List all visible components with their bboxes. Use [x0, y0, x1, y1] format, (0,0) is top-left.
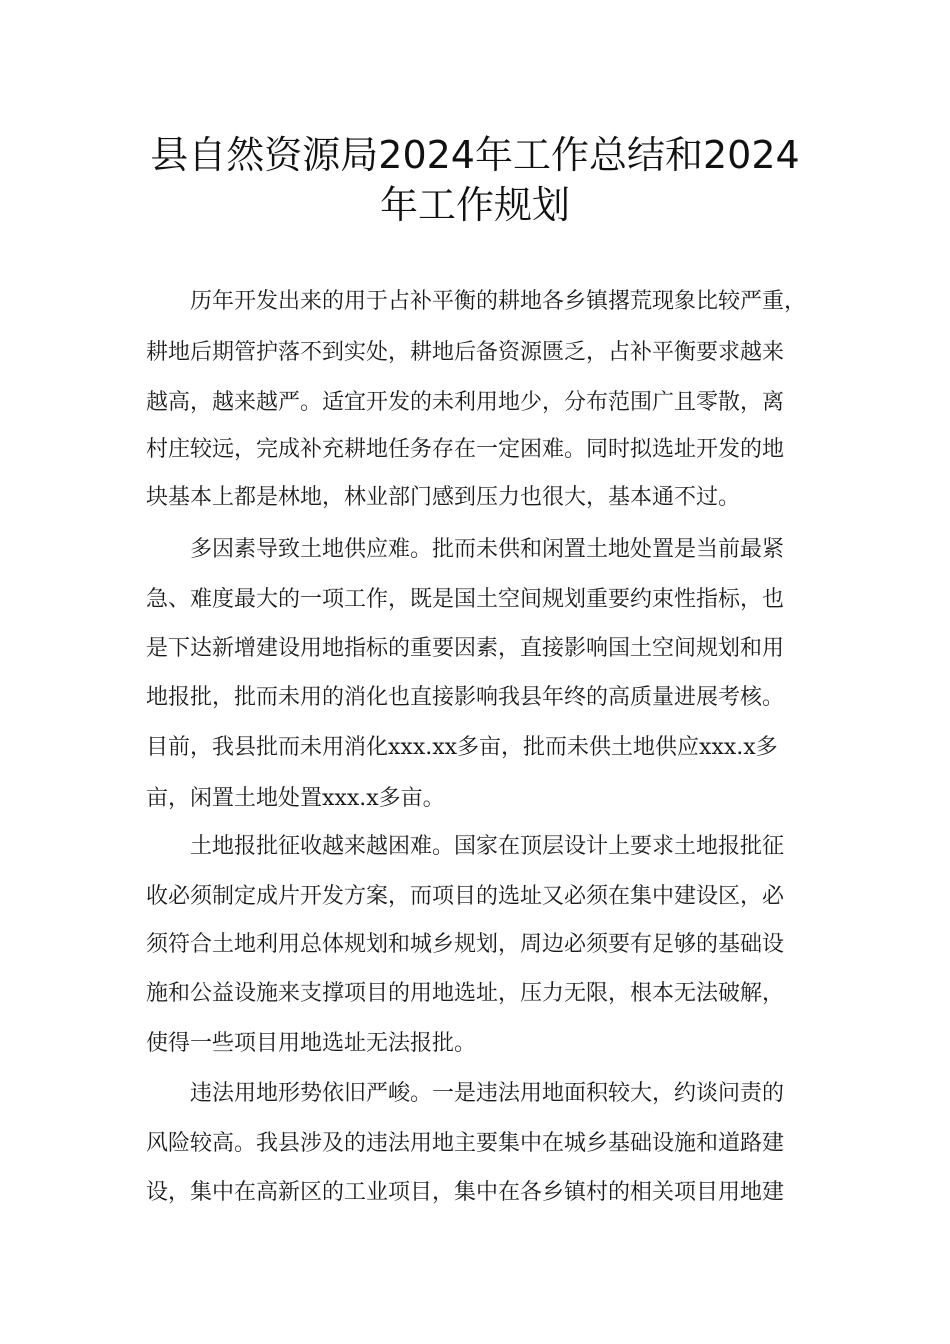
- paragraph-1-line-3: 越高，越来越严。适宜开发的未利用地少，分布范围广且零散，离: [146, 390, 785, 415]
- paragraph-1-line-4: 村庄较远，完成补充耕地任务存在一定困难。同时拟选址开发的地: [146, 437, 785, 462]
- paragraph-3-line-2: 收必须制定成片开发方案，而项目的选址又必须在集中建设区，必: [146, 884, 785, 909]
- document-title-line-1: 县自然资源局2024年工作总结和2024: [150, 133, 800, 177]
- document-title-line-2: 年工作规划: [379, 183, 570, 227]
- paragraph-2-line-4: 地报批，批而未用的消化也直接影响我县年终的高质量进展考核。: [146, 685, 785, 710]
- paragraph-1-line-1: 历年开发出来的用于占补平衡的耕地各乡镇撂荒现象比较严重，: [190, 289, 807, 314]
- paragraph-3-line-1: 土地报批征收越来越困难。国家在顶层设计上要求土地报批征: [190, 834, 785, 859]
- paragraph-3-line-4: 施和公益设施来支撑项目的用地选址，压力无限，根本无法破解，: [146, 981, 785, 1006]
- paragraph-3-line-3: 须符合土地利用总体规划和城乡规划，周边必须要有足够的基础设: [146, 932, 785, 957]
- paragraph-2-line-5: 目前，我县批而未用消化xxx.xx多亩，批而未供土地供应xxx.x多: [146, 735, 778, 760]
- paragraph-1-line-5: 块基本上都是林地，林业部门感到压力也很大，基本通不过。: [146, 485, 741, 510]
- paragraph-2-line-6: 亩，闲置土地处置xxx.x多亩。: [146, 786, 445, 811]
- paragraph-4-line-3: 设，集中在高新区的工业项目，集中在各乡镇村的相关项目用地建: [146, 1180, 785, 1205]
- paragraph-2-line-3: 是下达新增建设用地指标的重要因素，直接影响国土空间规划和用: [146, 636, 785, 661]
- paragraph-2-line-2: 急、难度最大的一项工作，既是国土空间规划重要约束性指标，也: [146, 587, 785, 612]
- paragraph-3-line-5: 使得一些项目用地选址无法报批。: [146, 1031, 477, 1056]
- paragraph-2-line-1: 多因素导致土地供应难。批而未供和闲置土地处置是当前最紧: [190, 537, 785, 562]
- paragraph-1-line-2: 耕地后期管护落不到实处，耕地后备资源匮乏，占补平衡要求越来: [146, 340, 785, 365]
- paragraph-4-line-2: 风险较高。我县涉及的违法用地主要集中在城乡基础设施和道路建: [146, 1131, 785, 1156]
- paragraph-4-line-1: 违法用地形势依旧严峻。一是违法用地面积较大，约谈问责的: [190, 1081, 785, 1106]
